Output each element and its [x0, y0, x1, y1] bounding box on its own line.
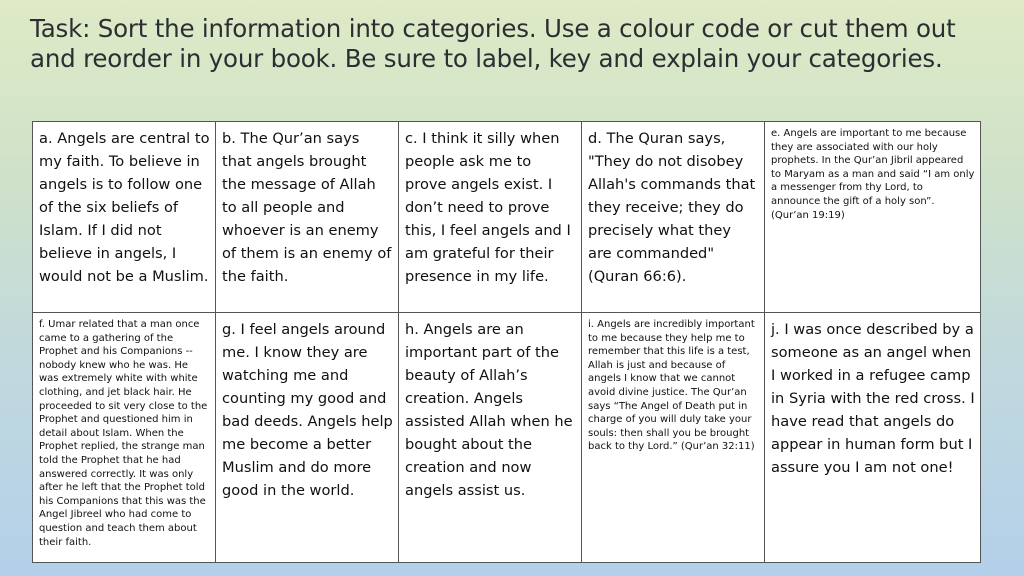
- card-e: e. Angels are important to me because they are associated with our holy prophets. In the Qur’an Jibril appeared to Maryam as a man and said “I am only a messenger from thy Lord, to announce the gift of a holy son”. (Qur’an 19:19): [765, 122, 981, 313]
- table-row: [33, 122, 981, 313]
- card-i: i. Angels are incredibly important to me because they help me to remember that this life is a test, Allah is just and because of angels I know that we cannot avoid divine justice. The Qur’an says “The Angel of Death put in charge of you will duly take your souls: then shall you be brought back to thy Lord.” (Qur’an 32:11): [582, 313, 765, 563]
- card-j: j. I was once described by a someone as an angel when I worked in a refugee camp in Syria with the red cross. I have read that angels do appear in human form but I assure you I am not one!: [765, 313, 981, 563]
- card-b: b. The Qur’an says that angels brought the message of Allah to all people and whoever is an enemy of them is an enemy of the faith.: [216, 122, 399, 313]
- task-title: Task: Sort the information into categories. Use a colour code or cut them out and reorder in your book. Be sure to label, key and explain your categories.: [30, 14, 956, 73]
- card-a: a. Angels are central to my faith. To believe in angels is to follow one of the six beliefs of Islam. If I did not believe in angels, I would not be a Muslim.: [33, 122, 216, 313]
- card-f: f. Umar related that a man once came to a gathering of the Prophet and his Companions -- nobody knew who he was. He was extremely white with white clothing, and jet black hair. He proceeded to sit very close to the Prophet and questioned him in detail about Islam. When the Prophet replied, the strange man told the Prophet that he had answered correctly. It was only after he left that the Prophet told his Companions that this was the Angel Jibreel who had come to question and teach them about their faith.: [33, 313, 216, 563]
- card-h: h. Angels are an important part of the beauty of Allah’s creation. Angels assisted Allah when he bought about the creation and now angels assist us.: [399, 313, 582, 563]
- card-d: d. The Quran says, "They do not disobey Allah's commands that they receive; they do precisely what they are commanded" (Quran 66:6).: [582, 122, 765, 313]
- table-row: [33, 313, 981, 563]
- card-g: g. I feel angels around me. I know they are watching me and counting my good and bad deeds. Angels help me become a better Muslim and do more good in the world.: [216, 313, 399, 563]
- card-c: c. I think it silly when people ask me to prove angels exist. I don’t need to prove this, I feel angels and I am grateful for their presence in my life.: [399, 122, 582, 313]
- statements-grid: [32, 121, 981, 563]
